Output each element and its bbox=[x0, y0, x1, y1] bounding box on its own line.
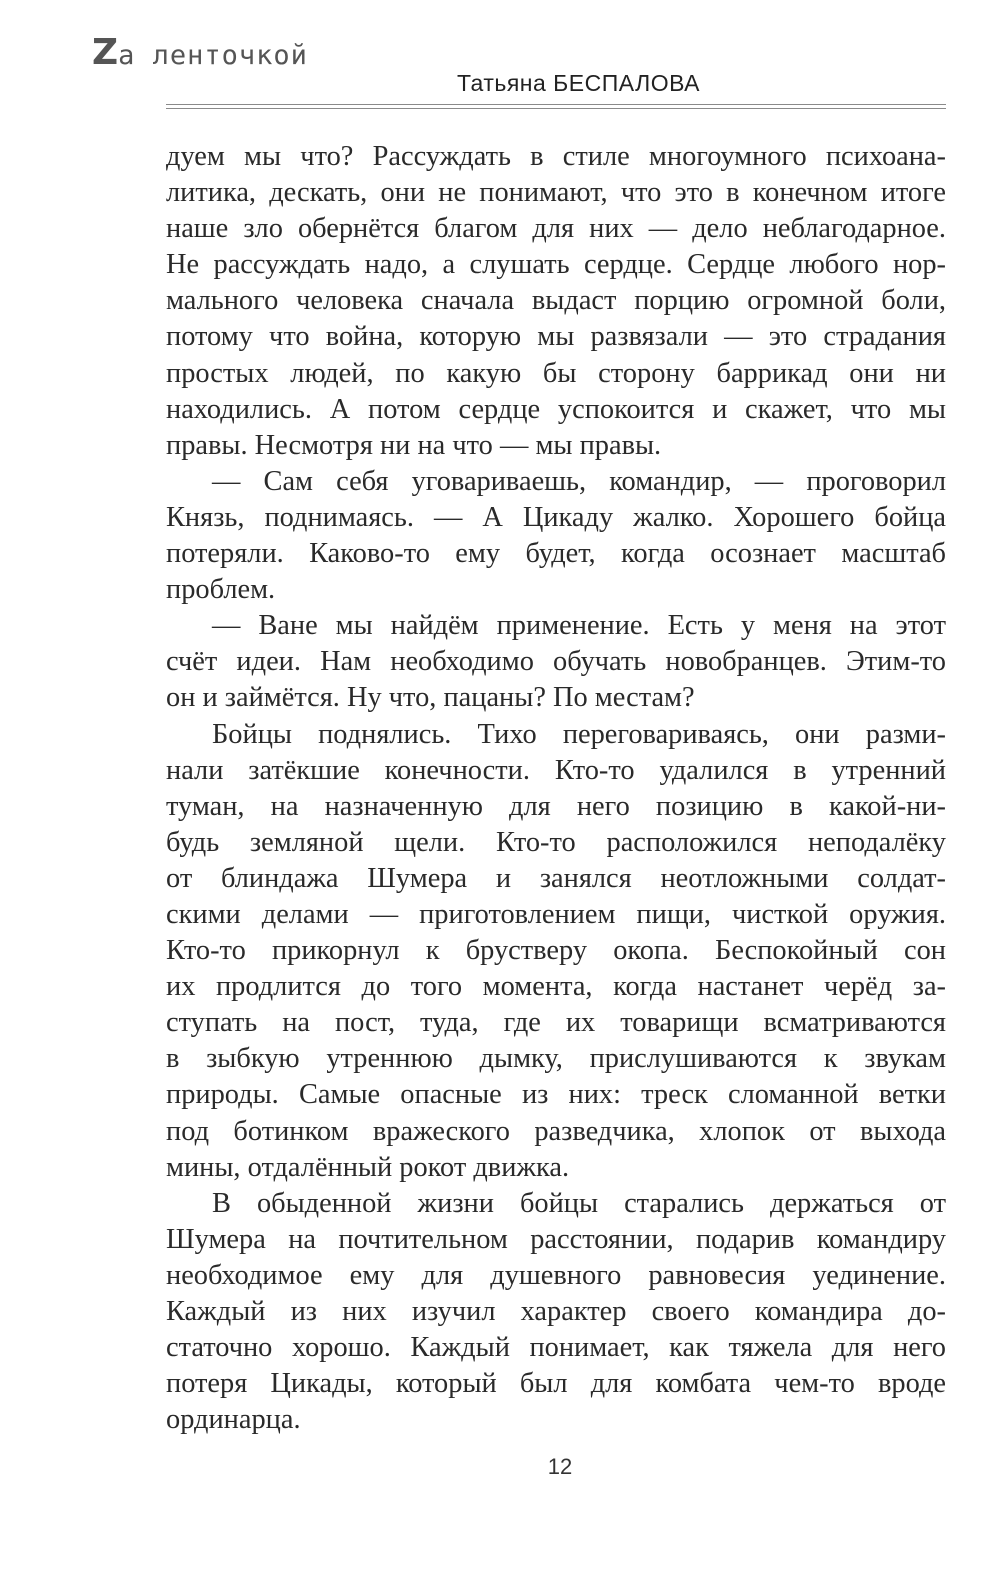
text-line: их продлится до того момента, когда настанет черёд за- bbox=[166, 971, 946, 1003]
series-title-initial: Z bbox=[92, 32, 119, 73]
text-line: он и займётся. Ну что, пацаны? По местам? bbox=[166, 682, 695, 714]
text-line: от блиндажа Шумера и занялся неотложными солдат- bbox=[166, 862, 946, 894]
header-rule-secondary bbox=[166, 108, 946, 109]
series-title bbox=[92, 32, 308, 73]
page-number: 12 bbox=[547, 1454, 573, 1479]
paragraph bbox=[166, 1186, 946, 1439]
text-line: под ботинком вражеского разведчика, хлопок от выхода bbox=[166, 1115, 946, 1147]
paragraph bbox=[166, 717, 946, 1186]
text-line: Бойцы поднялись. Тихо переговариваясь, они разми- bbox=[212, 718, 946, 750]
text-line: нали затёкшие конечности. Кто-то удалился в утренний bbox=[166, 754, 946, 786]
author-name: Татьяна БЕСПАЛОВА bbox=[457, 70, 700, 96]
text-line: Каждый из них изучил характер своего командира до- bbox=[166, 1296, 946, 1327]
text-line: проблем. bbox=[166, 574, 276, 606]
paragraph bbox=[166, 139, 946, 464]
text-line: — Ване мы найдём применение. Есть у меня на этот bbox=[212, 610, 946, 642]
text-line: В обыденной жизни бойцы старались держаться от bbox=[212, 1187, 946, 1219]
text-line: счёт идеи. Нам необходимо обучать новобранцев. Этим-то bbox=[166, 646, 946, 678]
paragraph bbox=[166, 608, 946, 716]
text-line: — Сам себя уговариваешь, командир, — проговорил bbox=[212, 465, 946, 497]
text-line: потому что война, которую мы развязали — это страдания bbox=[166, 321, 946, 353]
text-line: литика, дескать, они не понимают, что это в конечном итоге bbox=[166, 177, 946, 209]
text-line: будь земляной щели. Кто-то расположился неподалёку bbox=[166, 826, 946, 858]
text-line: мины, отдалённый рокот движка. bbox=[166, 1151, 570, 1183]
text-line: ступать на пост, туда, где их товарищи всматриваются bbox=[166, 1007, 946, 1039]
text-line: Не рассуждать надо, а слушать сердце. Сердце любого нор- bbox=[166, 249, 946, 281]
text-line: потеряли. Каково-то ему будет, когда осознает масштаб bbox=[166, 538, 946, 570]
text-line: наше зло обернётся благом для них — дело неблагодарное. bbox=[166, 213, 946, 245]
text-line: простых людей, по какую бы сторону баррикад они ни bbox=[166, 357, 946, 389]
text-line: Князь, поднимаясь. — А Цикаду жалко. Хорошего бойца bbox=[166, 501, 946, 533]
text-line: Кто-то прикорнул к брустверу окопа. Беспокойный сон bbox=[166, 935, 946, 967]
text-line: туман, на назначенную для него позицию в какой-ни- bbox=[166, 790, 946, 822]
text-line: необходимое ему для душевного равновесия уединение. bbox=[166, 1259, 946, 1291]
text-line: находились. А потом сердце успокоится и скажет, что мы bbox=[166, 393, 946, 425]
text-line: потеря Цикады, который был для комбата чем-то вроде bbox=[166, 1368, 946, 1400]
text-line: природы. Самые опасные из них: треск сломанной ветки bbox=[166, 1079, 946, 1111]
body-text bbox=[166, 139, 946, 1438]
text-line: мального человека сначала выдаст порцию огромной боли, bbox=[166, 285, 946, 317]
series-title-rest: а ленточкой bbox=[118, 40, 308, 71]
text-line: в зыбкую утреннюю дымку, прислушиваются к звукам bbox=[166, 1043, 946, 1075]
text-line: статочно хорошо. Каждый понимает, как тяжела для него bbox=[166, 1332, 946, 1364]
text-line: ординарца. bbox=[166, 1404, 301, 1436]
text-line: дуем мы что? Рассуждать в стиле многоумного психоана- bbox=[166, 141, 946, 172]
paragraph bbox=[166, 464, 946, 608]
text-line: правы. Несмотря ни на что — мы правы. bbox=[166, 429, 662, 461]
text-line: скими делами — приготовлением пищи, чисткой оружия. bbox=[166, 898, 946, 930]
header-rule bbox=[166, 104, 946, 105]
text-line: Шумера на почтительном расстоянии, подарив командиру bbox=[166, 1223, 946, 1255]
